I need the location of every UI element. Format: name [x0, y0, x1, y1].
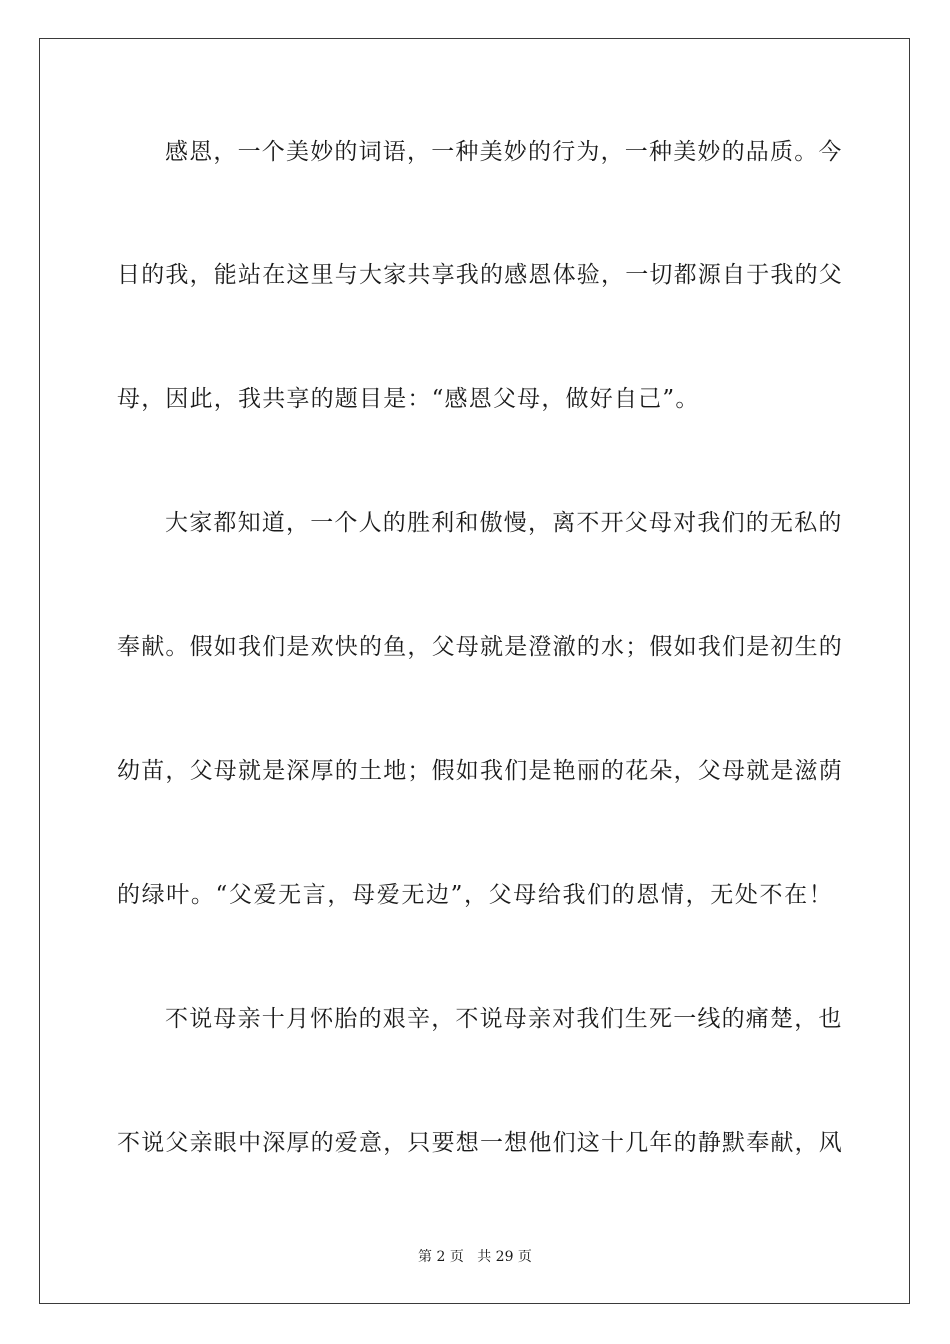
paragraph-1-line-1: 感恩，一个美妙的词语，一种美妙的行为，一种美妙的品质。今: [165, 139, 843, 165]
page-border: [39, 38, 910, 1304]
paragraph-2-line-1: 大家都知道，一个人的胜利和傲慢，离不开父母对我们的无私的: [165, 510, 843, 536]
paragraph-1-line-3: 母，因此，我共享的题目是：“感恩父母，做好自己”。: [117, 386, 700, 412]
paragraph-3-line-2: 不说父亲眼中深厚的爱意，只要想一想他们这十几年的静默奉献，风: [117, 1130, 843, 1156]
paragraph-3-line-1: 不说母亲十月怀胎的艰辛，不说母亲对我们生死一线的痛楚，也: [165, 1006, 843, 1032]
paragraph-2-line-3: 幼苗，父母就是深厚的土地；假如我们是艳丽的花朵，父母就是滋荫: [117, 758, 843, 784]
paragraph-2-line-4: 的绿叶。“父爱无言，母爱无边”，父母给我们的恩情，无处不在！: [117, 882, 833, 908]
paragraph-2-line-2: 奉献。假如我们是欢快的鱼，父母就是澄澈的水；假如我们是初生的: [117, 634, 843, 660]
page-number: 第 2 页: [418, 1249, 464, 1265]
page-footer: [0, 1248, 950, 1266]
page-total: 共 29 页: [477, 1249, 532, 1265]
paragraph-1-line-2: 日的我，能站在这里与大家共享我的感恩体验，一切都源自于我的父: [117, 262, 843, 288]
